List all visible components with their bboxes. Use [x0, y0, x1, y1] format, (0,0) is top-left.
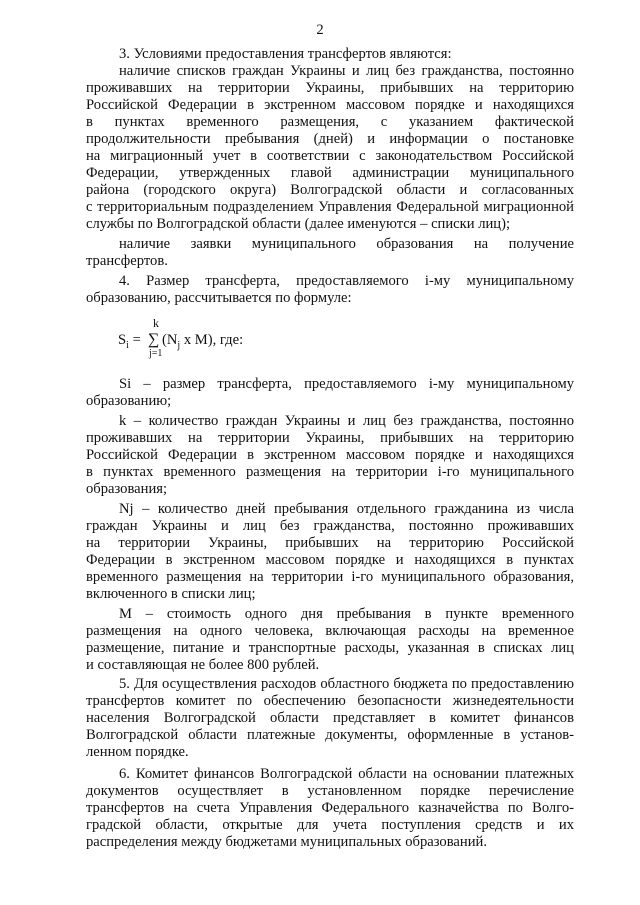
text-line: ленном порядке.	[86, 744, 189, 760]
text-line: Российской Федерации в экстренном массовом порядке и находящихся	[86, 447, 574, 463]
text-line: k – количество граждан Украины и лиц без гражданства, постоянно	[119, 413, 574, 429]
text-line: размещение, питание и транспортные расходы, указанная в списках лиц	[86, 640, 574, 656]
text-line: 6. Комитет финансов Волгоградской области на основании платежных	[119, 766, 574, 782]
text-line: проживавших на территории Украины, прибывших на территорию	[86, 80, 574, 96]
text-line: Si – размер трансферта, предоставляемого i-му муниципальному	[119, 376, 574, 392]
text-line: трансфертов на счета Управления Федерального казначейства по Волго-	[86, 800, 574, 816]
text-line: 3. Условиями предоставления трансфертов являются:	[119, 46, 452, 62]
text-line: службы по Волгоградской области (далее именуются – списки лиц);	[86, 216, 511, 232]
text-line: трансфертов комитет по обеспечению безопасности жизнедеятельности	[86, 693, 574, 709]
text-line: образования;	[86, 481, 168, 497]
text-line: Российской Федерации в экстренном массовом порядке и находящихся	[86, 97, 574, 113]
formula-result: $S_i$ =	[118, 332, 141, 351]
sum-upper-limit: k	[153, 316, 159, 330]
text-line: района (городского округа) Волгоградской области и согласованных	[86, 182, 574, 198]
text-line: Волгоградской области платежные документы, оформленные в установ-	[86, 727, 574, 743]
text-line: продолжительности пребывания (дней) и информации о постановке	[86, 131, 574, 147]
text-line: трансфертов.	[86, 253, 168, 269]
text-line: и составляющая не более 800 рублей.	[86, 657, 320, 673]
text-line: Nj – количество дней пребывания отдельного гражданина из числа	[119, 501, 574, 517]
text-line: проживавших на территории Украины, прибывших на территорию	[86, 430, 574, 446]
text-line: 5. Для осуществления расходов областного бюджета по предоставлению	[119, 676, 574, 692]
text-line: документов осуществляет в установленном порядке перечисление	[86, 783, 574, 799]
text-line: 4. Размер трансферта, предоставляемого i-му муниципальному	[119, 273, 574, 289]
text-line: М – стоимость одного дня пребывания в пункте временного	[119, 606, 574, 622]
sum-sigma: ∑	[148, 331, 160, 348]
text-line: в пунктах временного размещения, с указанием фактической	[86, 114, 574, 130]
text-line: на миграционный учет в соответствии с законодательством Российской	[86, 148, 574, 164]
text-line: распределения между бюджетами муниципальных образований.	[86, 834, 487, 850]
text-line: включенного в списки лиц;	[86, 586, 256, 602]
text-line: с территориальным подразделением Управления Федеральной миграционной	[86, 199, 574, 215]
page-number: 2	[316, 22, 324, 38]
text-line: граждан Украины и лиц без гражданства, постоянно проживавших	[86, 518, 574, 534]
sum-lower-limit: j=1	[149, 348, 163, 359]
text-line: образованию, рассчитывается по формуле:	[86, 290, 352, 306]
text-line: населения Волгоградской области представляет в комитет финансов	[86, 710, 574, 726]
text-line: в пунктах временного размещения на территории i-го муниципального	[86, 464, 574, 480]
text-line: размещения на одного человека, включающая расходы на временное	[86, 623, 574, 639]
text-line: на территории Украины, прибывших на территорию Российской	[86, 535, 574, 551]
text-line: Федерации в экстренном массовом порядке и находящихся в пунктах	[86, 552, 574, 568]
text-line: временного размещения на территории i-го муниципального образования,	[86, 569, 574, 585]
transfer-formula	[118, 316, 418, 362]
text-line: образованию;	[86, 393, 172, 409]
text-line: наличие заявки муниципального образования на получение	[119, 236, 574, 252]
text-line: Федерации, утвержденных главой администрации муниципального	[86, 165, 574, 181]
text-line: градской области, открытые для учета поступления средств и их	[86, 817, 574, 833]
formula-term: ($N_j$ x M), где:	[162, 332, 244, 351]
text-line: наличие списков граждан Украины и лиц без гражданства, постоянно	[119, 63, 574, 79]
